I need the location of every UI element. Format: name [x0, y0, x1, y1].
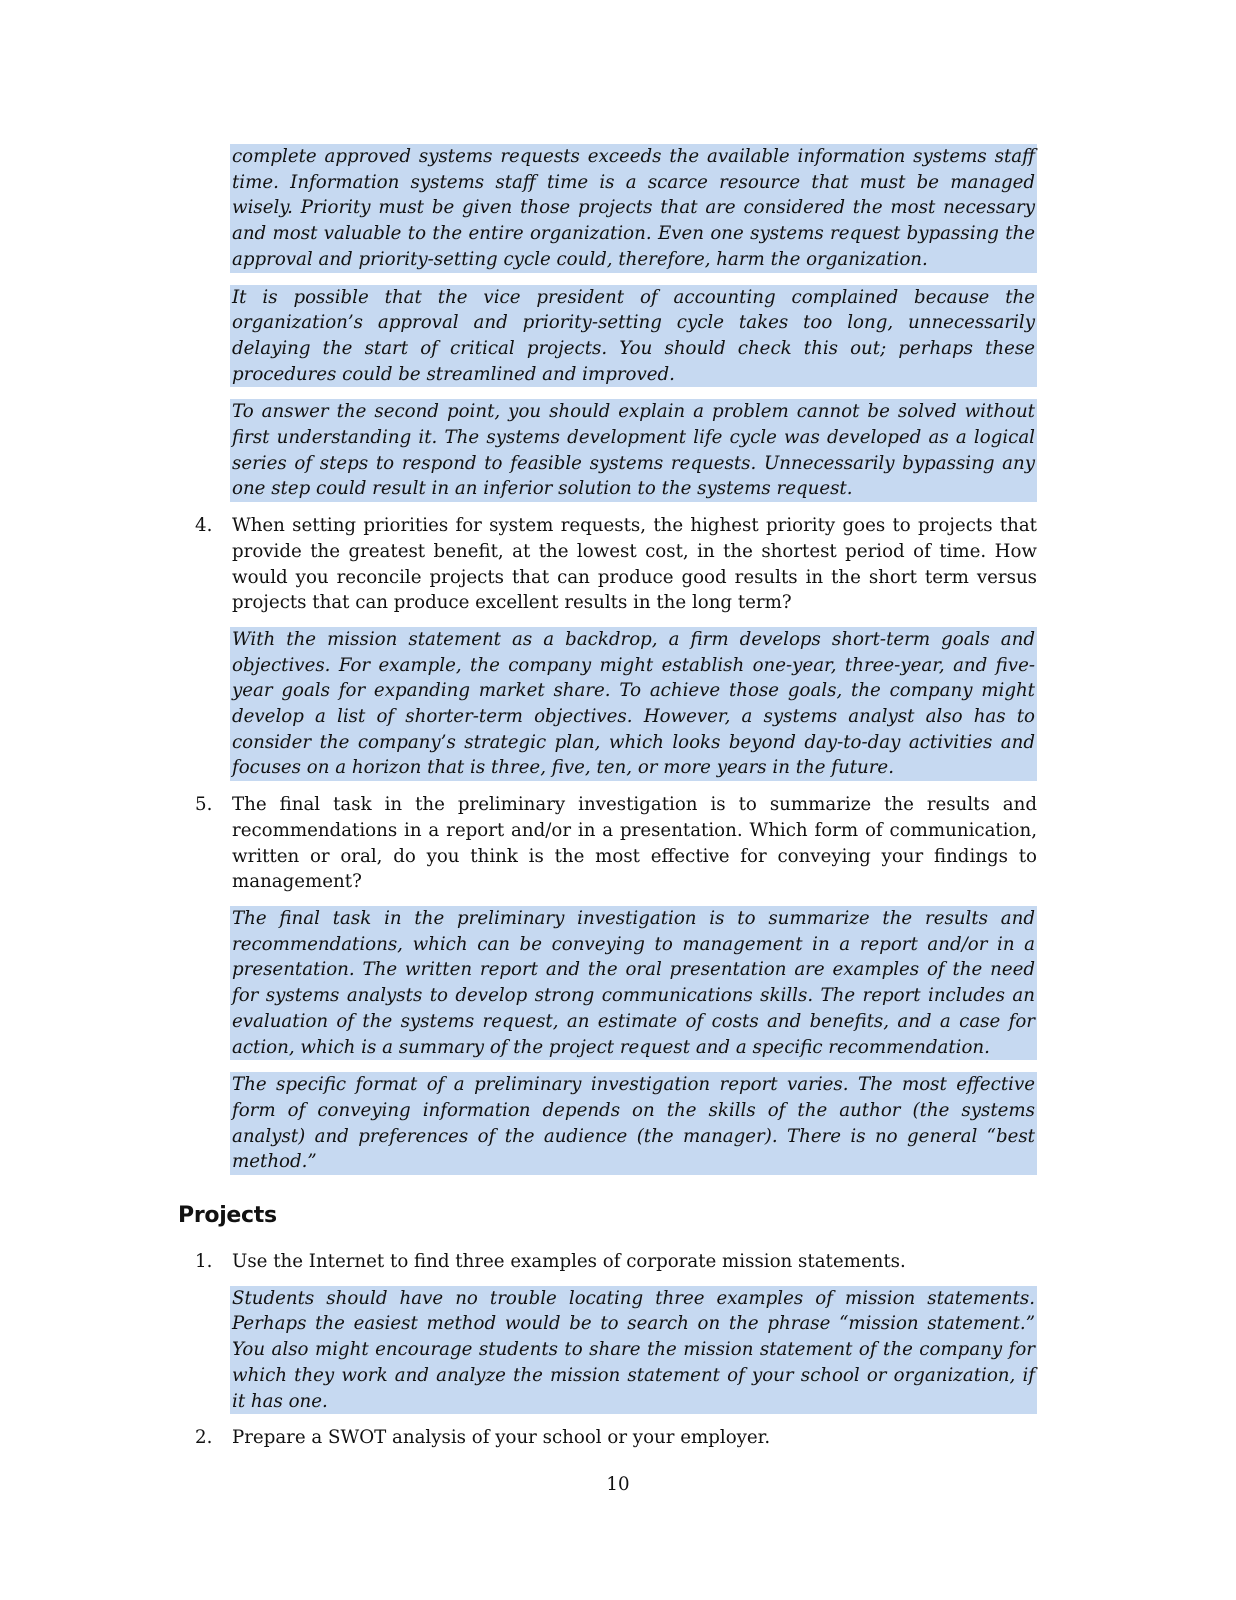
question-item	[195, 792, 1037, 895]
answer-block: Students should have no trouble locating three examples of mission statements. Perhaps the easiest method would be to search on the phrase “mission statement.” You also might encourage students to share the mission statement of the company for which they work and analyze the mission statement of your school or organization, if it has one.	[230, 1286, 1037, 1415]
answer-block: complete approved systems requests exceeds the available information systems staff time. Information systems staff time is a scarce resource that must be managed wisely. Priority must be given those projects that are considered the most necessary and most valuable to the entire organization. Even one systems request bypassing the approval and priority-setting cycle could, therefore, harm the organization.	[230, 144, 1037, 273]
answer-block: To answer the second point, you should explain a problem cannot be solved without first understanding it. The systems development life cycle was developed as a logical series of steps to respond to feasible systems requests. Unnecessarily bypassing any one step could result in an inferior solution to the systems request.	[230, 399, 1037, 502]
answer-block: It is possible that the vice president of accounting complained because the organization’s approval and priority-setting cycle takes too long, unnecessarily delaying the start of critical projects. You should check this out; perhaps these procedures could be streamlined and improved.	[230, 285, 1037, 388]
answer-block: The specific format of a preliminary investigation report varies. The most effective form of conveying information depends on the skills of the author (the systems analyst) and preferences of the audience (the manager). There is no general “best method.”	[230, 1072, 1037, 1175]
question-number: 4.	[195, 515, 213, 537]
page-content	[178, 144, 1037, 1451]
project-text: Prepare a SWOT analysis of your school or your employer.	[232, 1427, 771, 1449]
project-number: 1.	[195, 1251, 213, 1273]
question-text: When setting priorities for system requests, the highest priority goes to projects that provide the greatest benefit, at the lowest cost, in the shortest period of time. How would you reconcile projects that can produce good results in the short term versus projects that can produce excellent results in the long term?	[232, 515, 1037, 614]
project-number: 2.	[195, 1427, 213, 1449]
project-text: Use the Internet to find three examples of corporate mission statements.	[232, 1251, 906, 1273]
question-item	[195, 513, 1037, 616]
section-heading-projects: Projects	[178, 1203, 277, 1229]
project-item	[195, 1249, 1037, 1275]
answer-block: The final task in the preliminary investigation is to summarize the results and recommendations, which can be conveying to management in a report and/or in a presentation. The written report and the oral presentation are examples of the need for systems analysts to develop strong communications skills. The report includes an evaluation of the systems request, an estimate of costs and benefits, and a case for action, which is a summary of the project request and a specific recommendation.	[230, 906, 1037, 1060]
question-text: The final task in the preliminary investigation is to summarize the results and recommendations in a report and/or in a presentation. Which form of communication, written or oral, do you think is the most effective for conveying your findings to management?	[232, 794, 1037, 893]
answer-block: With the mission statement as a backdrop, a firm develops short-term goals and objectives. For example, the company might establish one-year, three-year, and five-year goals for expanding market share. To achieve those goals, the company might develop a list of shorter-term objectives. However, a systems analyst also has to consider the company’s strategic plan, which looks beyond day-to-day activities and focuses on a horizon that is three, five, ten, or more years in the future.	[230, 627, 1037, 781]
page-number: 10	[606, 1474, 630, 1495]
project-item	[195, 1425, 1037, 1451]
question-number: 5.	[195, 794, 213, 816]
